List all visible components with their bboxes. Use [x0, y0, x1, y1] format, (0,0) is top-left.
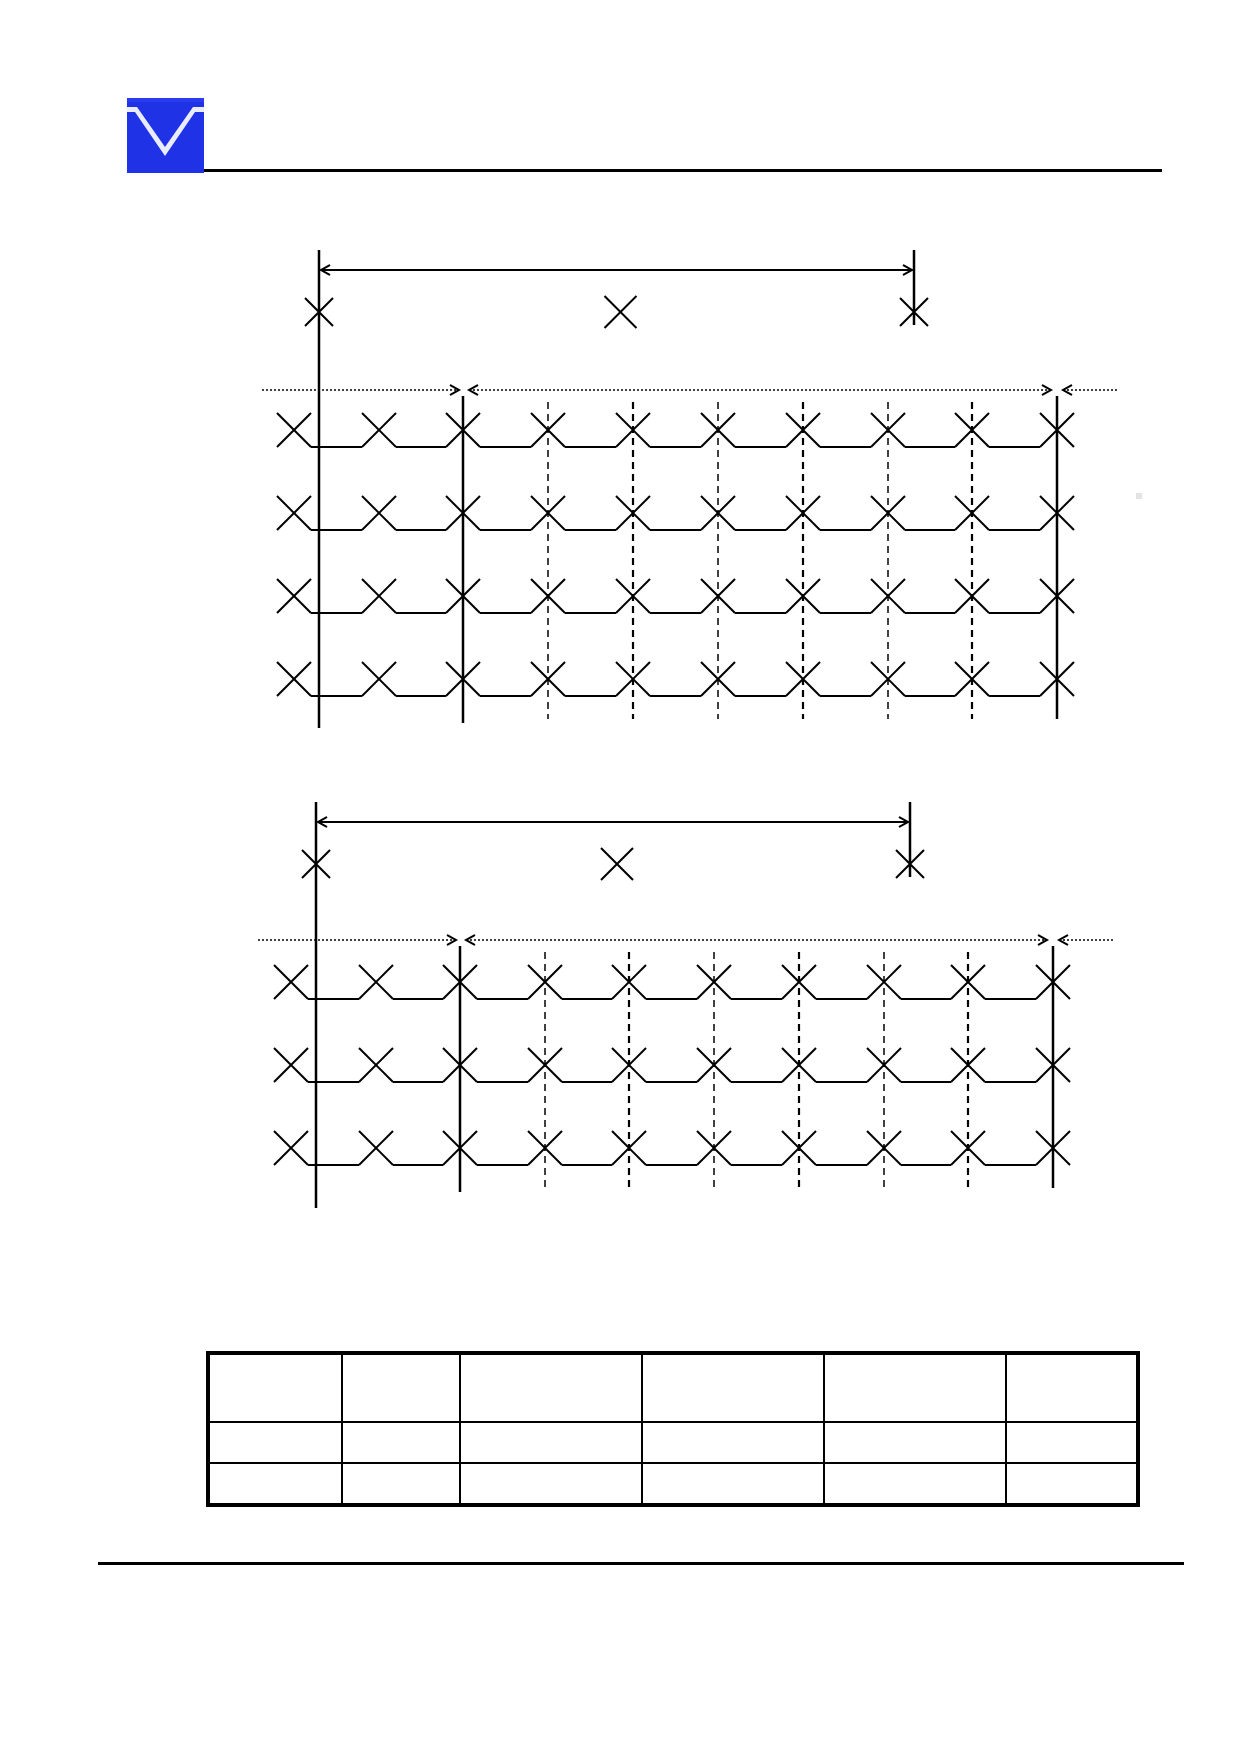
table-cell	[824, 1422, 1006, 1463]
table-header-cell	[342, 1353, 460, 1422]
table-cell	[208, 1463, 342, 1505]
table-header-cell	[208, 1353, 342, 1422]
table-cell	[342, 1463, 460, 1505]
bus-transition	[277, 413, 311, 447]
signal-row	[277, 579, 1074, 613]
spec-table	[206, 1351, 1140, 1507]
table-cell	[342, 1422, 460, 1463]
table-header-cell	[824, 1353, 1006, 1422]
table-cell	[1006, 1463, 1138, 1505]
signal-row	[277, 413, 1074, 447]
signal-row	[277, 662, 1074, 696]
bus-transition	[277, 579, 311, 613]
signal-row	[274, 1131, 1070, 1165]
table-row	[208, 1463, 1138, 1505]
table-header-cell	[460, 1353, 642, 1422]
timing-diagram-2-svg	[0, 800, 1240, 1240]
timing-diagram-1	[0, 240, 1240, 740]
top-cross-center	[601, 848, 633, 880]
bus-transition	[277, 662, 311, 696]
table-cell	[460, 1422, 642, 1463]
bus-transition	[362, 579, 396, 613]
footer-rule	[98, 1562, 1184, 1565]
table-header-cell	[642, 1353, 824, 1422]
bus-transition	[359, 1131, 393, 1165]
table-cell	[642, 1422, 824, 1463]
signal-row	[277, 496, 1074, 530]
company-logo	[127, 98, 204, 173]
signal-row	[274, 1048, 1070, 1082]
table-header-row	[208, 1353, 1138, 1422]
bus-transition	[362, 413, 396, 447]
timing-diagram-2	[0, 800, 1240, 1240]
table-cell	[824, 1463, 1006, 1505]
table-cell	[208, 1422, 342, 1463]
bus-transition	[359, 1048, 393, 1082]
bus-transition	[362, 662, 396, 696]
top-cross-center	[605, 296, 637, 328]
bus-transition	[277, 496, 311, 530]
bus-transition	[362, 496, 396, 530]
table-row	[208, 1422, 1138, 1463]
timing-diagram-1-svg	[0, 240, 1240, 740]
bus-transition	[274, 1131, 308, 1165]
bus-transition	[359, 965, 393, 999]
header-rule	[204, 169, 1162, 172]
table-cell	[642, 1463, 824, 1505]
table-cell	[460, 1463, 642, 1505]
table-header-cell	[1006, 1353, 1138, 1422]
bus-transition	[274, 1048, 308, 1082]
bus-transition	[274, 965, 308, 999]
signal-row	[274, 965, 1070, 999]
table-cell	[1006, 1422, 1138, 1463]
page-marker	[1136, 493, 1142, 499]
